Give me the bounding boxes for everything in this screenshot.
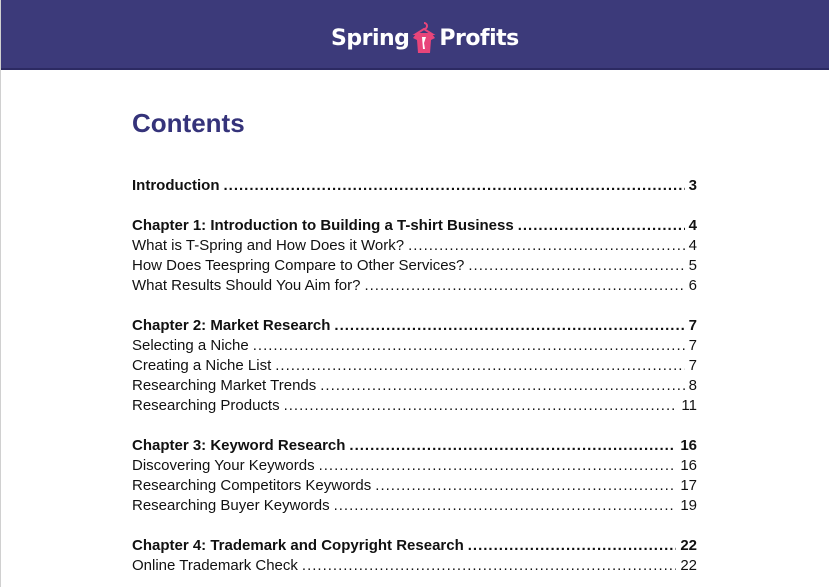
toc-entry-label: Researching Market Trends [132, 377, 317, 394]
toc-entry-page-number: 22 [680, 557, 697, 574]
dot-leader [302, 556, 676, 576]
toc-entry-page-number: 16 [680, 457, 697, 474]
toc-entry-page-number: 11 [681, 397, 697, 414]
toc-entry-page-number: 17 [680, 477, 697, 494]
toc-section-entry[interactable] [132, 356, 697, 376]
toc-entry-label: Chapter 3: Keyword Research [132, 437, 346, 454]
dot-leader [408, 236, 685, 256]
toc-entry-label: Creating a Niche List [132, 357, 272, 374]
toc-section-entry[interactable] [132, 456, 697, 476]
toc-entry-page-number: 5 [688, 257, 697, 274]
toc-entry-label: Online Trademark Check [132, 557, 298, 574]
toc-section-entry[interactable] [132, 256, 697, 276]
toc-chapter-entry[interactable] [132, 216, 697, 236]
dot-leader [375, 476, 676, 496]
toc-entry-page-number: 4 [688, 217, 697, 234]
toc-section-entry[interactable] [132, 336, 697, 356]
toc-section-entry[interactable] [132, 496, 697, 516]
toc-entry-page-number: 6 [688, 277, 697, 294]
toc-section-entry[interactable] [132, 476, 697, 496]
toc-entry-label: Researching Competitors Keywords [132, 477, 372, 494]
toc-section-entry[interactable] [132, 276, 697, 296]
dot-leader [320, 376, 684, 396]
toc-entry-label: How Does Teespring Compare to Other Services? [132, 257, 465, 274]
toc-entry-label: What Results Should You Aim for? [132, 277, 361, 294]
toc-chapter-entry[interactable] [132, 316, 697, 336]
brand-logo [331, 20, 519, 56]
toc-entry-page-number: 19 [680, 497, 697, 514]
dot-leader [349, 436, 676, 456]
toc-section-entry[interactable] [132, 236, 697, 256]
toc-entry-page-number: 7 [688, 357, 697, 374]
toc-entry-page-number: 3 [688, 177, 697, 194]
toc-entry-label: Discovering Your Keywords [132, 457, 315, 474]
toc-entry-page-number: 16 [680, 437, 697, 454]
toc-entry-page-number: 7 [688, 317, 697, 334]
header-bar [1, 0, 829, 70]
brand-name-left: Spring [331, 25, 410, 51]
toc-entry-label: Chapter 4: Trademark and Copyright Research [132, 537, 464, 554]
page-title: Contents [132, 108, 245, 138]
toc-chapter-entry[interactable] [132, 176, 697, 196]
toc-entry-label: Chapter 1: Introduction to Building a T-shirt Business [132, 217, 514, 234]
dot-leader [518, 216, 685, 236]
toc-entry-page-number: 7 [688, 337, 697, 354]
toc-entry-label: Researching Products [132, 397, 280, 414]
dot-leader [364, 276, 684, 296]
dot-leader [334, 316, 684, 336]
dot-leader [284, 396, 678, 416]
toc-entry-page-number: 8 [688, 377, 697, 394]
toc-section-entry[interactable] [132, 556, 697, 576]
dot-leader [253, 336, 685, 356]
dot-leader [334, 496, 677, 516]
toc-entry-label: Introduction [132, 177, 220, 194]
toc-entry-page-number: 4 [688, 237, 697, 254]
toc-entry-label: What is T-Spring and How Does it Work? [132, 237, 405, 254]
toc-chapter-entry[interactable] [132, 536, 697, 556]
dot-leader [468, 536, 677, 556]
toc-chapter-entry[interactable] [132, 436, 697, 456]
shirt-hanger-icon [411, 21, 437, 55]
toc-entry-label: Chapter 2: Market Research [132, 317, 331, 334]
toc-entry-label: Selecting a Niche [132, 337, 249, 354]
toc-section-entry[interactable] [132, 376, 697, 396]
brand-name-right: Profits [439, 25, 519, 51]
dot-leader [468, 256, 684, 276]
table-of-contents [132, 176, 697, 576]
dot-leader [223, 176, 684, 196]
toc-entry-label: Researching Buyer Keywords [132, 497, 330, 514]
dot-leader [275, 356, 684, 376]
toc-section-entry[interactable] [132, 396, 697, 416]
dot-leader [319, 456, 677, 476]
toc-entry-page-number: 22 [680, 537, 697, 554]
